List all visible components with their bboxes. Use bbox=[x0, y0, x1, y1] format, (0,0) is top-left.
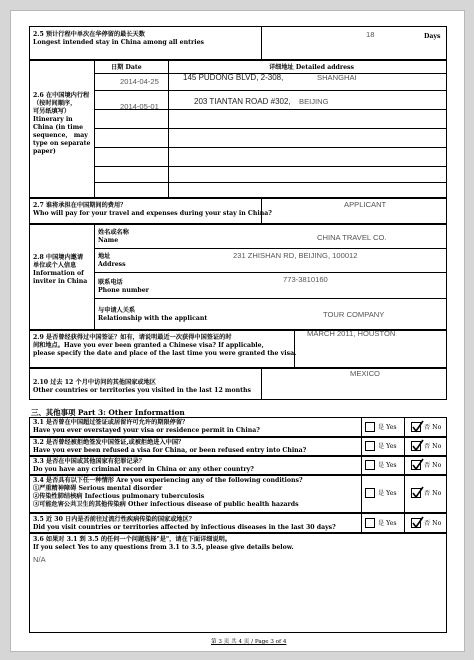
q31-cn: 3.1 是否曾在中国超过签证或居留许可允许的期限停留？ bbox=[33, 419, 189, 426]
q210-value[interactable]: MEXICO bbox=[350, 369, 380, 378]
q35-cn: 3.5 近 30 日内是否前往过流行性疾病传染的国家或地区？ bbox=[33, 516, 195, 523]
q33-en: Do you have any criminal record in China or any other country? bbox=[33, 466, 254, 473]
q33-yes-checkbox[interactable] bbox=[365, 460, 375, 470]
q32-yes-label: 是 Yes bbox=[378, 443, 397, 450]
q26-label-6: sequence， may bbox=[33, 132, 88, 139]
part3-title: 三、其他事项 Part 3: Other Information bbox=[31, 408, 185, 417]
q26-label-3: 可另纸填写） bbox=[33, 108, 71, 115]
q34-line-4: ③可能危害公共卫生的其他传染病 Other infectious disease of public health hazards bbox=[33, 501, 299, 508]
q33-yes-label: 是 Yes bbox=[378, 462, 397, 469]
q28-address-cn: 地址 bbox=[98, 253, 111, 260]
q28-label-4: inviter in China bbox=[33, 278, 88, 285]
q28-address-value[interactable]: 231 ZHISHAN RD, BEIJING, 100012 bbox=[233, 251, 358, 260]
q28-rel-cn: 与申请人关系 bbox=[98, 307, 136, 314]
page-footer: 第 3 页 共 4 页 / Page 3 of 4 bbox=[211, 639, 287, 645]
q35-no-checkbox[interactable] bbox=[411, 518, 421, 528]
check-mark-icon bbox=[412, 439, 424, 452]
check-mark-icon bbox=[412, 516, 424, 529]
q32-yes-checkbox[interactable] bbox=[365, 441, 375, 451]
q27-value[interactable]: APPLICANT bbox=[344, 200, 387, 209]
q32-no-checkbox[interactable] bbox=[411, 441, 421, 451]
q210-label-en: Other countries or territories you visited in the last 12 months bbox=[33, 387, 251, 394]
q36-en: If you select Yes to any questions from 3.1 to 3.5, please give details below. bbox=[33, 544, 294, 551]
q26-label-5: China (in time bbox=[33, 124, 84, 131]
q34-line-2: ①严重精神障碍 Serious mental disorder bbox=[33, 485, 163, 492]
q28-label-2: 单位或个人信息 bbox=[33, 262, 77, 269]
q34-line-1: 3.4 是否具有以下任一种情形 Are you experiencing any of the following conditions? bbox=[33, 477, 303, 484]
q25-unit: Days bbox=[424, 33, 441, 40]
q29-value[interactable]: MARCH 2011, HOUSTON bbox=[307, 329, 396, 338]
q26-row1-date[interactable]: 2014-04-25 bbox=[120, 77, 159, 86]
q36-value[interactable]: N/A bbox=[33, 555, 46, 564]
q34-yes-checkbox[interactable] bbox=[365, 488, 375, 498]
q35-no-label: 否 No bbox=[424, 520, 442, 527]
q26-col-address: 详细地址 Detailed address bbox=[269, 64, 355, 71]
q28-label-1: 2.8 中国境内邀请 bbox=[33, 254, 84, 261]
q28-rel-en: Relationship with the applicant bbox=[98, 315, 208, 322]
q25-value[interactable]: 18 bbox=[366, 30, 375, 39]
q28-name-value[interactable]: CHINA TRAVEL CO. bbox=[317, 233, 387, 242]
q25-label-en: Longest intended stay in China among all entries bbox=[33, 39, 205, 46]
q29-line-1: 2.9 是否曾经获得过中国签证？如有，请说明最近一次获得中国签证的时 bbox=[33, 334, 232, 341]
check-mark-icon bbox=[412, 486, 424, 499]
q33-no-checkbox[interactable] bbox=[411, 460, 421, 470]
q32-en: Have you ever been refused a visa for China, or been refused entry into China? bbox=[33, 447, 307, 454]
q28-phone-en: Phone number bbox=[98, 287, 149, 294]
q35-yes-checkbox[interactable] bbox=[365, 518, 375, 528]
q26-label-1: 2.6 在中国境内行程 bbox=[33, 92, 90, 99]
q26-label-2: （按时间顺序， bbox=[33, 100, 77, 107]
q35-en: Did you visit countries or territories affected by infectious diseases in the last 30 days? bbox=[33, 524, 336, 531]
q35-yes-label: 是 Yes bbox=[378, 520, 397, 527]
q31-yes-label: 是 Yes bbox=[378, 424, 397, 431]
q28-phone-value[interactable]: 773-3810160 bbox=[283, 275, 328, 284]
q28-address-en: Address bbox=[98, 261, 126, 268]
q29-line-2: 间和地点。Have you ever been granted a Chinese visa? If applicable, bbox=[33, 342, 264, 349]
q26-row2-date[interactable]: 2014-05-01 bbox=[120, 102, 159, 111]
q26-col-date: 日期 Date bbox=[111, 64, 142, 71]
check-mark-icon bbox=[412, 420, 424, 433]
visa-application-page bbox=[10, 10, 465, 652]
check-mark-icon bbox=[412, 458, 424, 471]
q32-no-label: 否 No bbox=[424, 443, 442, 450]
q33-no-label: 否 No bbox=[424, 462, 442, 469]
q31-yes-checkbox[interactable] bbox=[365, 422, 375, 432]
q210-label-cn: 2.10 过去 12 个月中访问的其他国家或地区 bbox=[33, 379, 156, 386]
q27-label-en: Who will pay for your travel and expenses during your stay in China? bbox=[33, 210, 272, 217]
q26-label-4: Itinerary in bbox=[33, 116, 73, 123]
q31-en: Have you ever overstayed your visa or residence permit in China? bbox=[33, 427, 260, 434]
q28-label-3: Information of bbox=[33, 270, 84, 277]
q26-row1-address[interactable]: 145 PUDONG BLVD, 2-308, bbox=[183, 73, 284, 82]
q28-phone-cn: 联系电话 bbox=[98, 279, 123, 286]
q31-no-label: 否 No bbox=[424, 424, 442, 431]
q32-cn: 3.2 是否曾经被拒绝签发中国签证,或被拒绝进入中国？ bbox=[33, 439, 185, 446]
q26-row2-address[interactable]: 203 TIANTAN ROAD #302, bbox=[194, 97, 291, 106]
q25-label-cn: 2.5 预计行程中单次在华停留的最长天数 bbox=[33, 31, 145, 38]
q26-row1-city[interactable]: SHANGHAI bbox=[317, 73, 357, 82]
q36-cn: 3.6 如果对 3.1 到 3.5 的任何一个问题选择"是"，请在下面详细说明。 bbox=[33, 536, 232, 543]
q34-yes-label: 是 Yes bbox=[378, 490, 397, 497]
q26-label-7: type on separate bbox=[33, 140, 91, 147]
q28-rel-value[interactable]: TOUR COMPANY bbox=[323, 310, 385, 319]
q29-line-3: please specify the date and place of the last time you were granted the visa. bbox=[33, 350, 297, 357]
q33-cn: 3.3 是否在中国或其他国家有犯罪记录？ bbox=[33, 458, 145, 465]
q26-row2-city[interactable]: BEIJING bbox=[299, 97, 329, 106]
q31-no-checkbox[interactable] bbox=[411, 422, 421, 432]
q28-name-en: Name bbox=[98, 237, 119, 244]
q26-label-8: paper) bbox=[33, 148, 56, 155]
q34-line-3: ②传染性肺结核病 Infectious pulmonary tuberculosis bbox=[33, 493, 205, 500]
q27-label-cn: 2.7 谁将承担在中国期间的费用？ bbox=[33, 202, 127, 209]
q34-no-checkbox[interactable] bbox=[411, 488, 421, 498]
q28-name-cn: 姓名或名称 bbox=[98, 229, 129, 236]
q34-no-label: 否 No bbox=[424, 490, 442, 497]
